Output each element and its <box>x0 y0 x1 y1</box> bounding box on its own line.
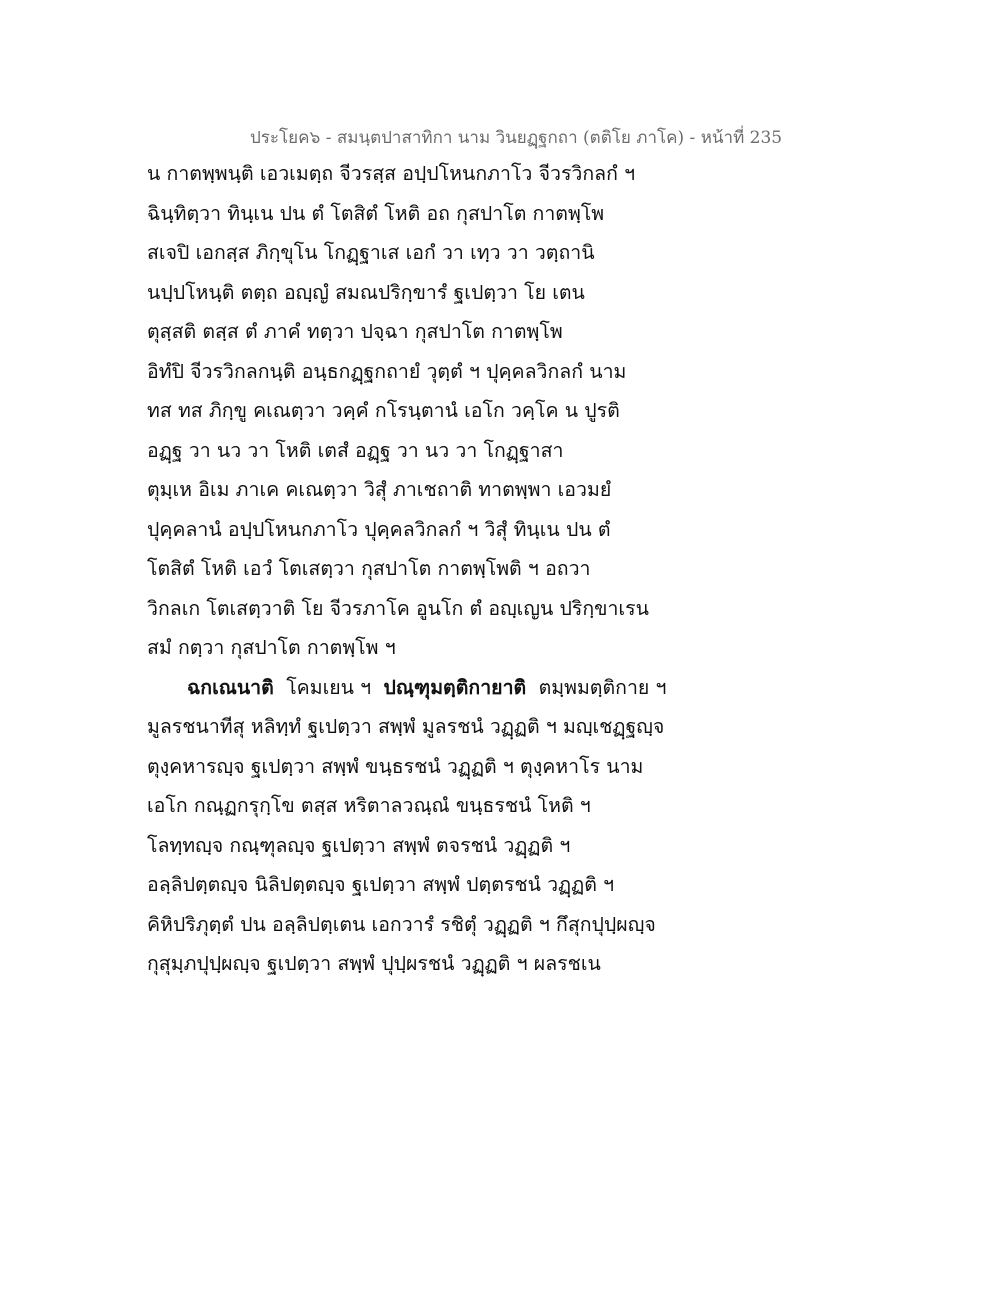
text-line: กุสุมฺภปุปฺผญฺจ ฐเปตฺวา สพฺพํ ปุปฺผรชนํ วฏฺฏติ ฯ ผลรชเน <box>147 952 601 975</box>
text-line: ตุงฺคหารญฺจ ฐเปตฺวา สพฺพํ ขนฺธรชนํ วฏฺฏติ ฯ ตุงฺคหาโร นาม <box>147 754 644 778</box>
running-header: ประโยค๖ - สมนฺตปาสาทิกา นาม วินยฏฺฐกถา (ตติโย ภาโค) - หน้าที่ 235 <box>250 128 783 148</box>
text-line: อลฺลิปตฺตญฺจ นิลิปตฺตญฺจ ฐเปตฺวา สพฺพํ ปตฺตรชนํ วฏฺฏติ ฯ <box>147 873 615 896</box>
text-line: ตุมฺเห อิเม ภาเค คเณตฺวา วิสุํ ภาเชถาติ ทาตพฺพา เอวมยํ <box>147 478 612 501</box>
lemma-chakanena: ฉกเณนาติ <box>187 675 274 699</box>
text-line: อิทํปิ จีวรวิกลกนฺติ อนฺธกฏฺฐกถายํ วุตฺตํ ฯ ปุคฺคลวิกลกํ นาม <box>147 359 627 383</box>
gloss-text: โคมเยน ฯ <box>273 675 384 699</box>
body-text <box>147 159 687 989</box>
text-line: เอโก กณฺฏกรุกฺโข ตสฺส หริตาลวณฺณํ ขนฺธรชนํ โหติ ฯ <box>147 794 591 817</box>
text-line: นปฺปโหนฺติ ตตฺถ อญฺญํ สมณปริกฺขารํ ฐเปตฺวา โย เตน <box>147 280 585 304</box>
lemma-pandumattika: ปณฺฑุมตฺติกายาติ <box>383 675 527 699</box>
text-line: มูลรชนาทีสุ หลิทฺทํ ฐเปตฺวา สพฺพํ มูลรชนํ วฏฺฏติ ฯ มญฺเชฏฺฐญฺจ <box>147 715 665 738</box>
text-line: วิกลเก โตเสตฺวาติ โย จีวรภาโค อูนโก ตํ อญฺเญน ปริกฺขาเรน <box>147 596 649 620</box>
text-line: ปุคฺคลานํ อปฺปโหนกภาโว ปุคฺคลวิกลกํ ฯ วิสุํ ทินฺเน ปน ตํ <box>147 517 611 541</box>
text-line: สเจปิ เอกสฺส ภิกฺขุโน โกฏฺฐาเส เอกํ วา เทฺว วา วตฺถานิ <box>147 241 595 264</box>
text-line: ตุสฺสติ ตสฺส ตํ ภาคํ ทตฺวา ปจฺฉา กุสปาโต กาตพฺโพ <box>147 320 563 343</box>
text-line: สมํ กตฺวา กุสปาโต กาตพฺโพ ฯ <box>147 636 396 659</box>
paragraph-2 <box>147 673 687 989</box>
text-line-first <box>147 673 687 713</box>
gloss-text: ตมฺพมตฺติกาย ฯ <box>526 675 667 699</box>
text-line: น กาตพฺพนฺติ เอวเมตฺถ จีวรสฺส อปฺปโหนกภาโว จีวรวิกลกํ ฯ <box>147 162 636 185</box>
text-line: อฏฺฐ วา นว วา โหติ เตสํ อฏฺฐ วา นว วา โกฏฺฐาสา <box>147 438 564 462</box>
paragraph-1 <box>147 159 687 673</box>
text-line: ฉินฺทิตฺวา ทินฺเน ปน ตํ โตสิตํ โหติ อถ กุสปาโต กาตพฺโพ <box>147 201 605 225</box>
text-line: คิหิปริภุตฺตํ ปน อลฺลิปตฺเตน เอกวารํ รชิตุํ วฏฺฏติ ฯ กึสุกปุปฺผญฺจ <box>147 912 656 936</box>
text-line: ทส ทส ภิกฺขู คเณตฺวา วคฺคํ กโรนฺตานํ เอโก วคฺโค น ปูรติ <box>147 399 620 422</box>
text-line: โตสิตํ โหติ เอวํ โตเสตฺวา กุสปาโต กาตพฺโพติ ฯ อถวา <box>147 557 591 580</box>
text-line: โลทฺทญฺจ กณฺฑุลญฺจ ฐเปตฺวา สพฺพํ ตจรชนํ วฏฺฏติ ฯ <box>147 833 571 857</box>
